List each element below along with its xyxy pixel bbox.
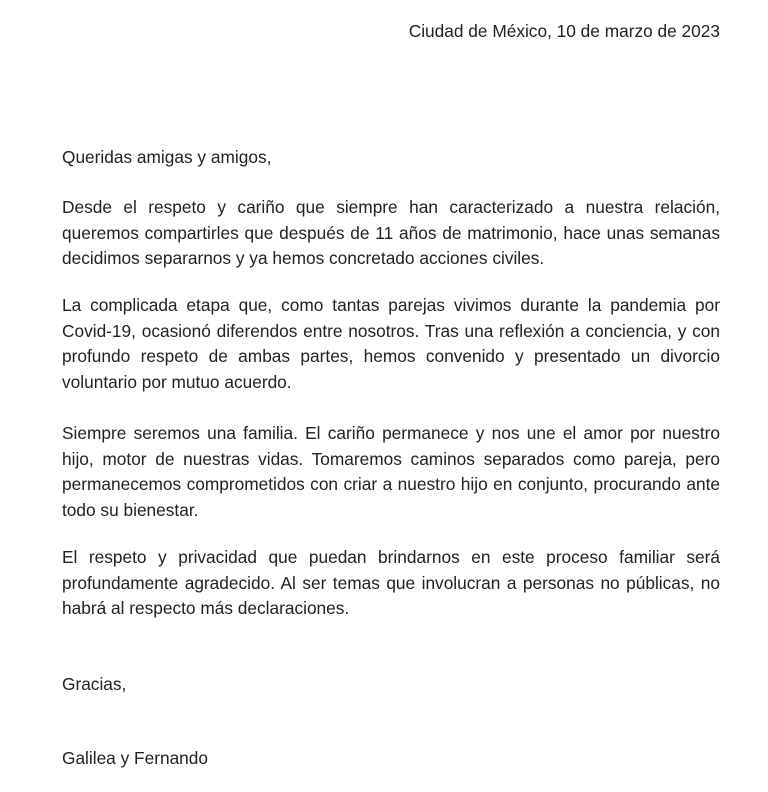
place-date: Ciudad de México, 10 de marzo de 2023 (408, 21, 720, 41)
paragraph-4: El respeto y privacidad que puedan brindarnos en este proceso familiar será profundamente agradecido. Al ser temas que involucran a personas no públicas, no habrá al respecto más declaraciones. (62, 547, 720, 618)
paragraph-1: Desde el respeto y cariño que siempre han caracterizado a nuestra relación, queremos compartirles que después de 11 años de matrimonio, hace unas semanas decidimos separarnos y ya hemos concretado acciones civiles. (62, 197, 720, 268)
closing: Gracias, (62, 674, 127, 694)
greeting: Queridas amigas y amigos, (62, 147, 272, 167)
letter-page (62, 0, 720, 792)
signature: Galilea y Fernando (62, 748, 209, 768)
paragraph-2: La complicada etapa que, como tantas parejas vivimos durante la pandemia por Covid-19, ocasionó diferendos entre nosotros. Tras una reflexión a conciencia, y con profundo respeto de ambas partes, hemos convenido y presentado un divorcio voluntario por mutuo acuerdo. (62, 295, 720, 392)
paragraph-3: Siempre seremos una familia. El cariño permanece y nos une el amor por nuestro hijo, motor de nuestras vidas. Tomaremos caminos separados como pareja, pero permanecemos comprometidos con criar a nuestro hijo en conjunto, procurando ante todo su bienestar. (62, 423, 720, 520)
